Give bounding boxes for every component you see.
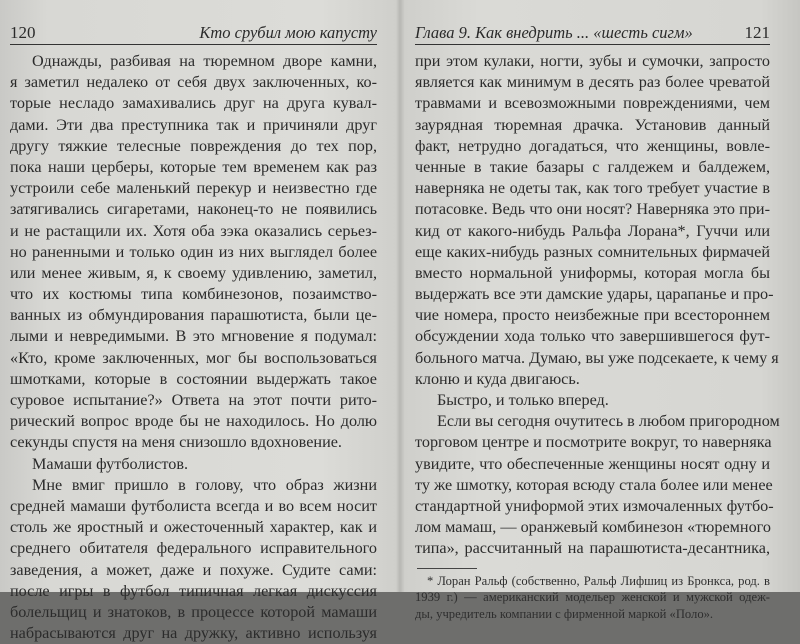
text-line: больного матча. Думаю, вы уже подсекаете, к чему я (415, 348, 779, 367)
text-line: клоню и куда двигаюсь. (415, 369, 580, 388)
footnote-line: * Лоран Ральф (собственно, Ральф Лифшиц из Бронкса, род. в (427, 573, 770, 588)
right-page-body (415, 51, 780, 560)
text-line: я заметил недалеко от себя двух заключенных, ко- (10, 73, 377, 92)
text-line: и не растащили их. Хотя оба зэка оказались серьез- (10, 221, 377, 240)
text-line: выдержать все эти дамские удары, царапанье и про- (415, 285, 774, 304)
text-line: стандартной униформой этих измочаленных футбо- (415, 496, 774, 515)
text-line: торые несладо замахивались друг на друга кувал- (10, 94, 377, 113)
text-line: дами. Эти два преступника так и причиняли друг (10, 115, 377, 134)
text-line: ченные в такие базары с галдежем и балдежем, (415, 157, 770, 176)
text-line: ванных из обмундирования парашютиста, были це- (10, 306, 377, 325)
left-page-number: 120 (10, 23, 36, 42)
left-page (0, 0, 395, 643)
text-line: устроили себе маленький перекур и неизвестно где (10, 179, 377, 198)
text-line: затягивались сигаретами, наконец-то не появились (10, 200, 377, 219)
footnote-rule (417, 568, 477, 569)
text-line: средней мамаши футболиста всегда и во всем носит (10, 496, 377, 515)
text-line: является как минимум в десять раз более чреватой (415, 73, 770, 92)
text-line: шмотками, которые в состоянии выдержать такое (10, 369, 377, 388)
right-page-header (415, 22, 770, 45)
left-page-body (10, 51, 377, 644)
text-line: типа», рассчитанный на парашютиста-десантника, (415, 539, 770, 558)
text-line: еще каких-нибудь разных сомнительных фирмачей (415, 242, 770, 261)
text-line: торговом центре и посмотрите вокруг, то наверняка (415, 433, 772, 452)
right-page-number: 121 (744, 23, 770, 42)
text-line: но раненными и только один из них выглядел более (10, 242, 377, 261)
text-line: травмами и всевозможными повреждениями, чем (415, 94, 770, 113)
text-line: обсуждении хода только что завершившегося фут- (415, 327, 770, 346)
right-running-title: Глава 9. Как внедрить ... «шесть сигм» (415, 23, 693, 42)
text-line: рический вопрос вроде бы не находилось. Но долю (10, 412, 377, 431)
text-line: вместо нормальной униформы, которая могла бы (415, 263, 770, 282)
text-line: лом мамаш, — оранжевый комбинезон «тюремного (415, 518, 771, 537)
right-page (405, 0, 800, 621)
text-line: заурядная тюремная драчка. Установив данный (415, 115, 770, 134)
left-running-title: Кто срубил мою капусту (199, 23, 377, 42)
text-line: что их костюмы типа комбинезонов, позаимство- (10, 285, 377, 304)
text-line: другу тяжкие телесные повреждения до тех пор, (10, 136, 377, 155)
text-line: набрасываются друг на дружку, активно используя (10, 624, 377, 643)
text-line: или менее живым, я, к своему удивлению, заметил, (10, 263, 377, 282)
footnote-line: ды, учредитель компании с фирменной маркой «Поло». (415, 606, 714, 621)
text-line: пока наши церберы, которые тем временем как раз (10, 157, 377, 176)
text-line: лыми и невредимыми. В это мгновение я подумал: (10, 327, 377, 346)
text-line: «Кто, кроме заключенных, мог бы воспользоваться (10, 348, 377, 367)
text-line: ту же шмотку, которая всюду стала более или менее (415, 475, 773, 494)
footnote-line: 1939 г.) — американский модельер женской и мужской одеж- (415, 590, 770, 604)
text-line: кид от какого-нибудь Ральфа Лорана*, Гуччи или (415, 221, 770, 240)
text-line: столь же яростный и ожесточенный характер, как и (10, 518, 377, 537)
text-line: чие номера, просто неизбежные при всестороннем (415, 306, 770, 325)
text-line: заведения, а может, даже и похуже. Судите сами: (10, 560, 377, 579)
footnote (415, 573, 770, 623)
text-line: Мне вмиг пришло в голову, что образ жизни (32, 475, 377, 494)
text-line: после игры в футбол типичная легкая дискуссия (10, 581, 377, 600)
text-line: Однажды, разбивая на тюремном дворе камни, (32, 52, 377, 70)
text-line: среднего обитателя федерального исправительного (10, 539, 377, 558)
text-line: увидите, что обеспеченные женщины носят одну и (415, 454, 770, 473)
text-line: Если вы сегодня очутитесь в любом пригородном (437, 412, 780, 431)
text-line: секунды спустя на меня снизошло вдохновение. (10, 433, 342, 452)
text-line: наверняка не одеты так, как того требует участие в (415, 179, 770, 198)
text-line: потасовке. Ведь что они носят? Наверняка это при- (415, 200, 770, 219)
text-line: факт, нетрудно догадаться, что женщины, вовле- (415, 136, 770, 155)
text-line: Быстро, и только вперед. (437, 391, 609, 409)
text-line: Мамаши футболистов. (32, 454, 189, 473)
left-page-header (10, 22, 377, 45)
text-line: при этом кулаки, ногти, зубы и сумочки, запросто (415, 52, 770, 70)
text-line: суровое испытание?» Ответа на этот почти рито- (10, 391, 377, 409)
text-line: болельщиц и знатоков, в процессе которой мамаши (10, 602, 377, 621)
